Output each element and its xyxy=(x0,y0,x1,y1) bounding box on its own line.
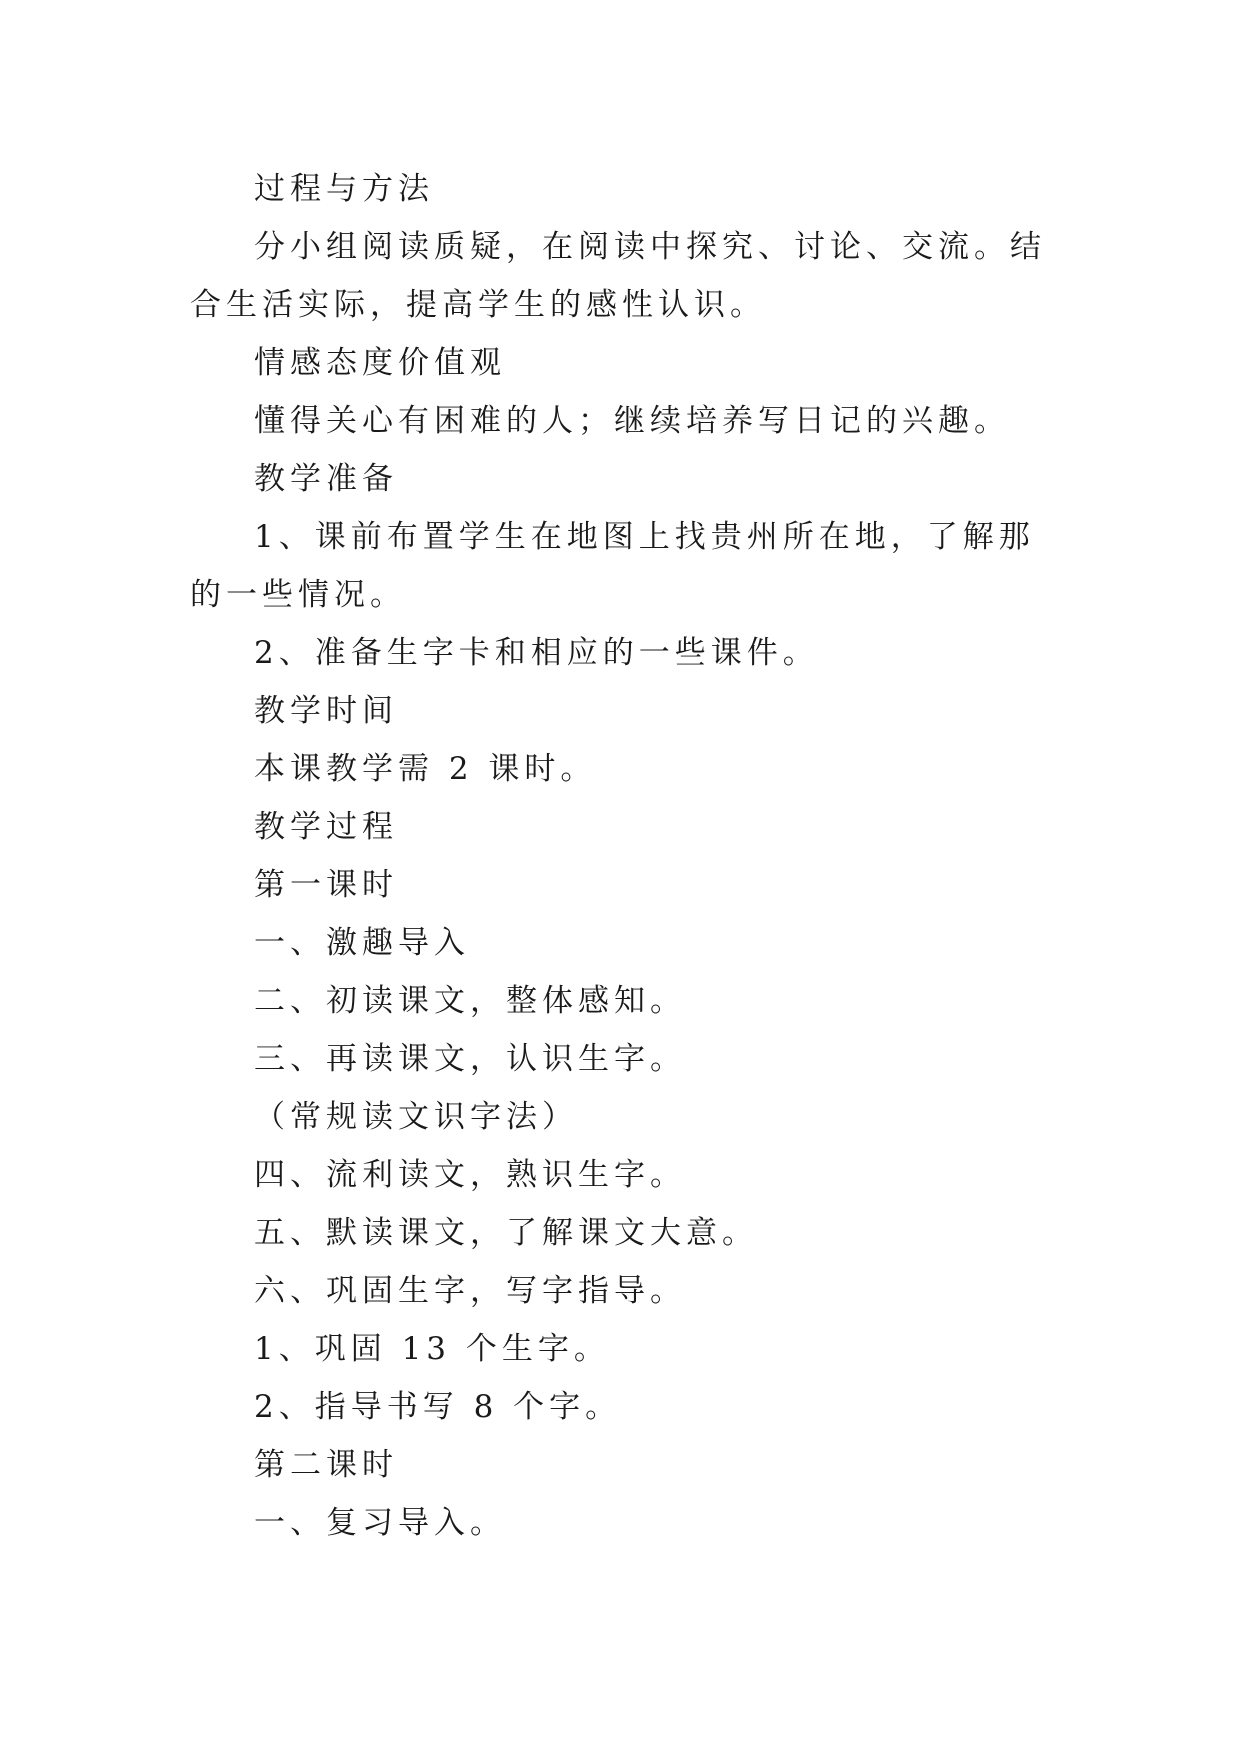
heading-process-method: 过程与方法 xyxy=(254,171,434,207)
step-1-introduction: 一、激趣导入 xyxy=(254,925,470,961)
step-5-silent-reading: 五、默读课文，了解课文大意。 xyxy=(254,1215,758,1251)
note-literacy-method: （常规读文识字法） xyxy=(254,1099,578,1135)
step-6-consolidate: 六、巩固生字，写字指导。 xyxy=(254,1273,686,1309)
sub-item-1: 1、巩固 13 个生字。 xyxy=(254,1331,610,1367)
step-3-second-reading: 三、再读课文，认识生字。 xyxy=(254,1041,686,1077)
paragraph-class-hours: 本课教学需 2 课时。 xyxy=(254,751,597,787)
heading-first-lesson: 第一课时 xyxy=(254,867,398,903)
heading-teaching-preparation: 教学准备 xyxy=(254,461,398,497)
step-4-fluent-reading: 四、流利读文，熟识生字。 xyxy=(254,1157,686,1193)
preparation-item-2: 2、准备生字卡和相应的一些课件。 xyxy=(254,635,819,671)
document-body xyxy=(190,160,1060,1552)
heading-teaching-process: 教学过程 xyxy=(254,809,398,845)
step-2-first-reading: 二、初读课文，整体感知。 xyxy=(254,983,686,1019)
paragraph-group-reading: 分小组阅读质疑，在阅读中探究、讨论、交流。结合生活实际，提高学生的感性认识。 xyxy=(190,229,1046,323)
heading-teaching-time: 教学时间 xyxy=(254,693,398,729)
heading-second-lesson: 第二课时 xyxy=(254,1447,398,1483)
paragraph-care-diary: 懂得关心有困难的人；继续培养写日记的兴趣。 xyxy=(254,403,1010,439)
preparation-item-1: 1、课前布置学生在地图上找贵州所在地，了解那的一些情况。 xyxy=(190,519,1035,613)
step-review-introduction: 一、复习导入。 xyxy=(254,1505,506,1541)
sub-item-2: 2、指导书写 8 个字。 xyxy=(254,1389,622,1425)
heading-emotion-values: 情感态度价值观 xyxy=(254,345,506,381)
